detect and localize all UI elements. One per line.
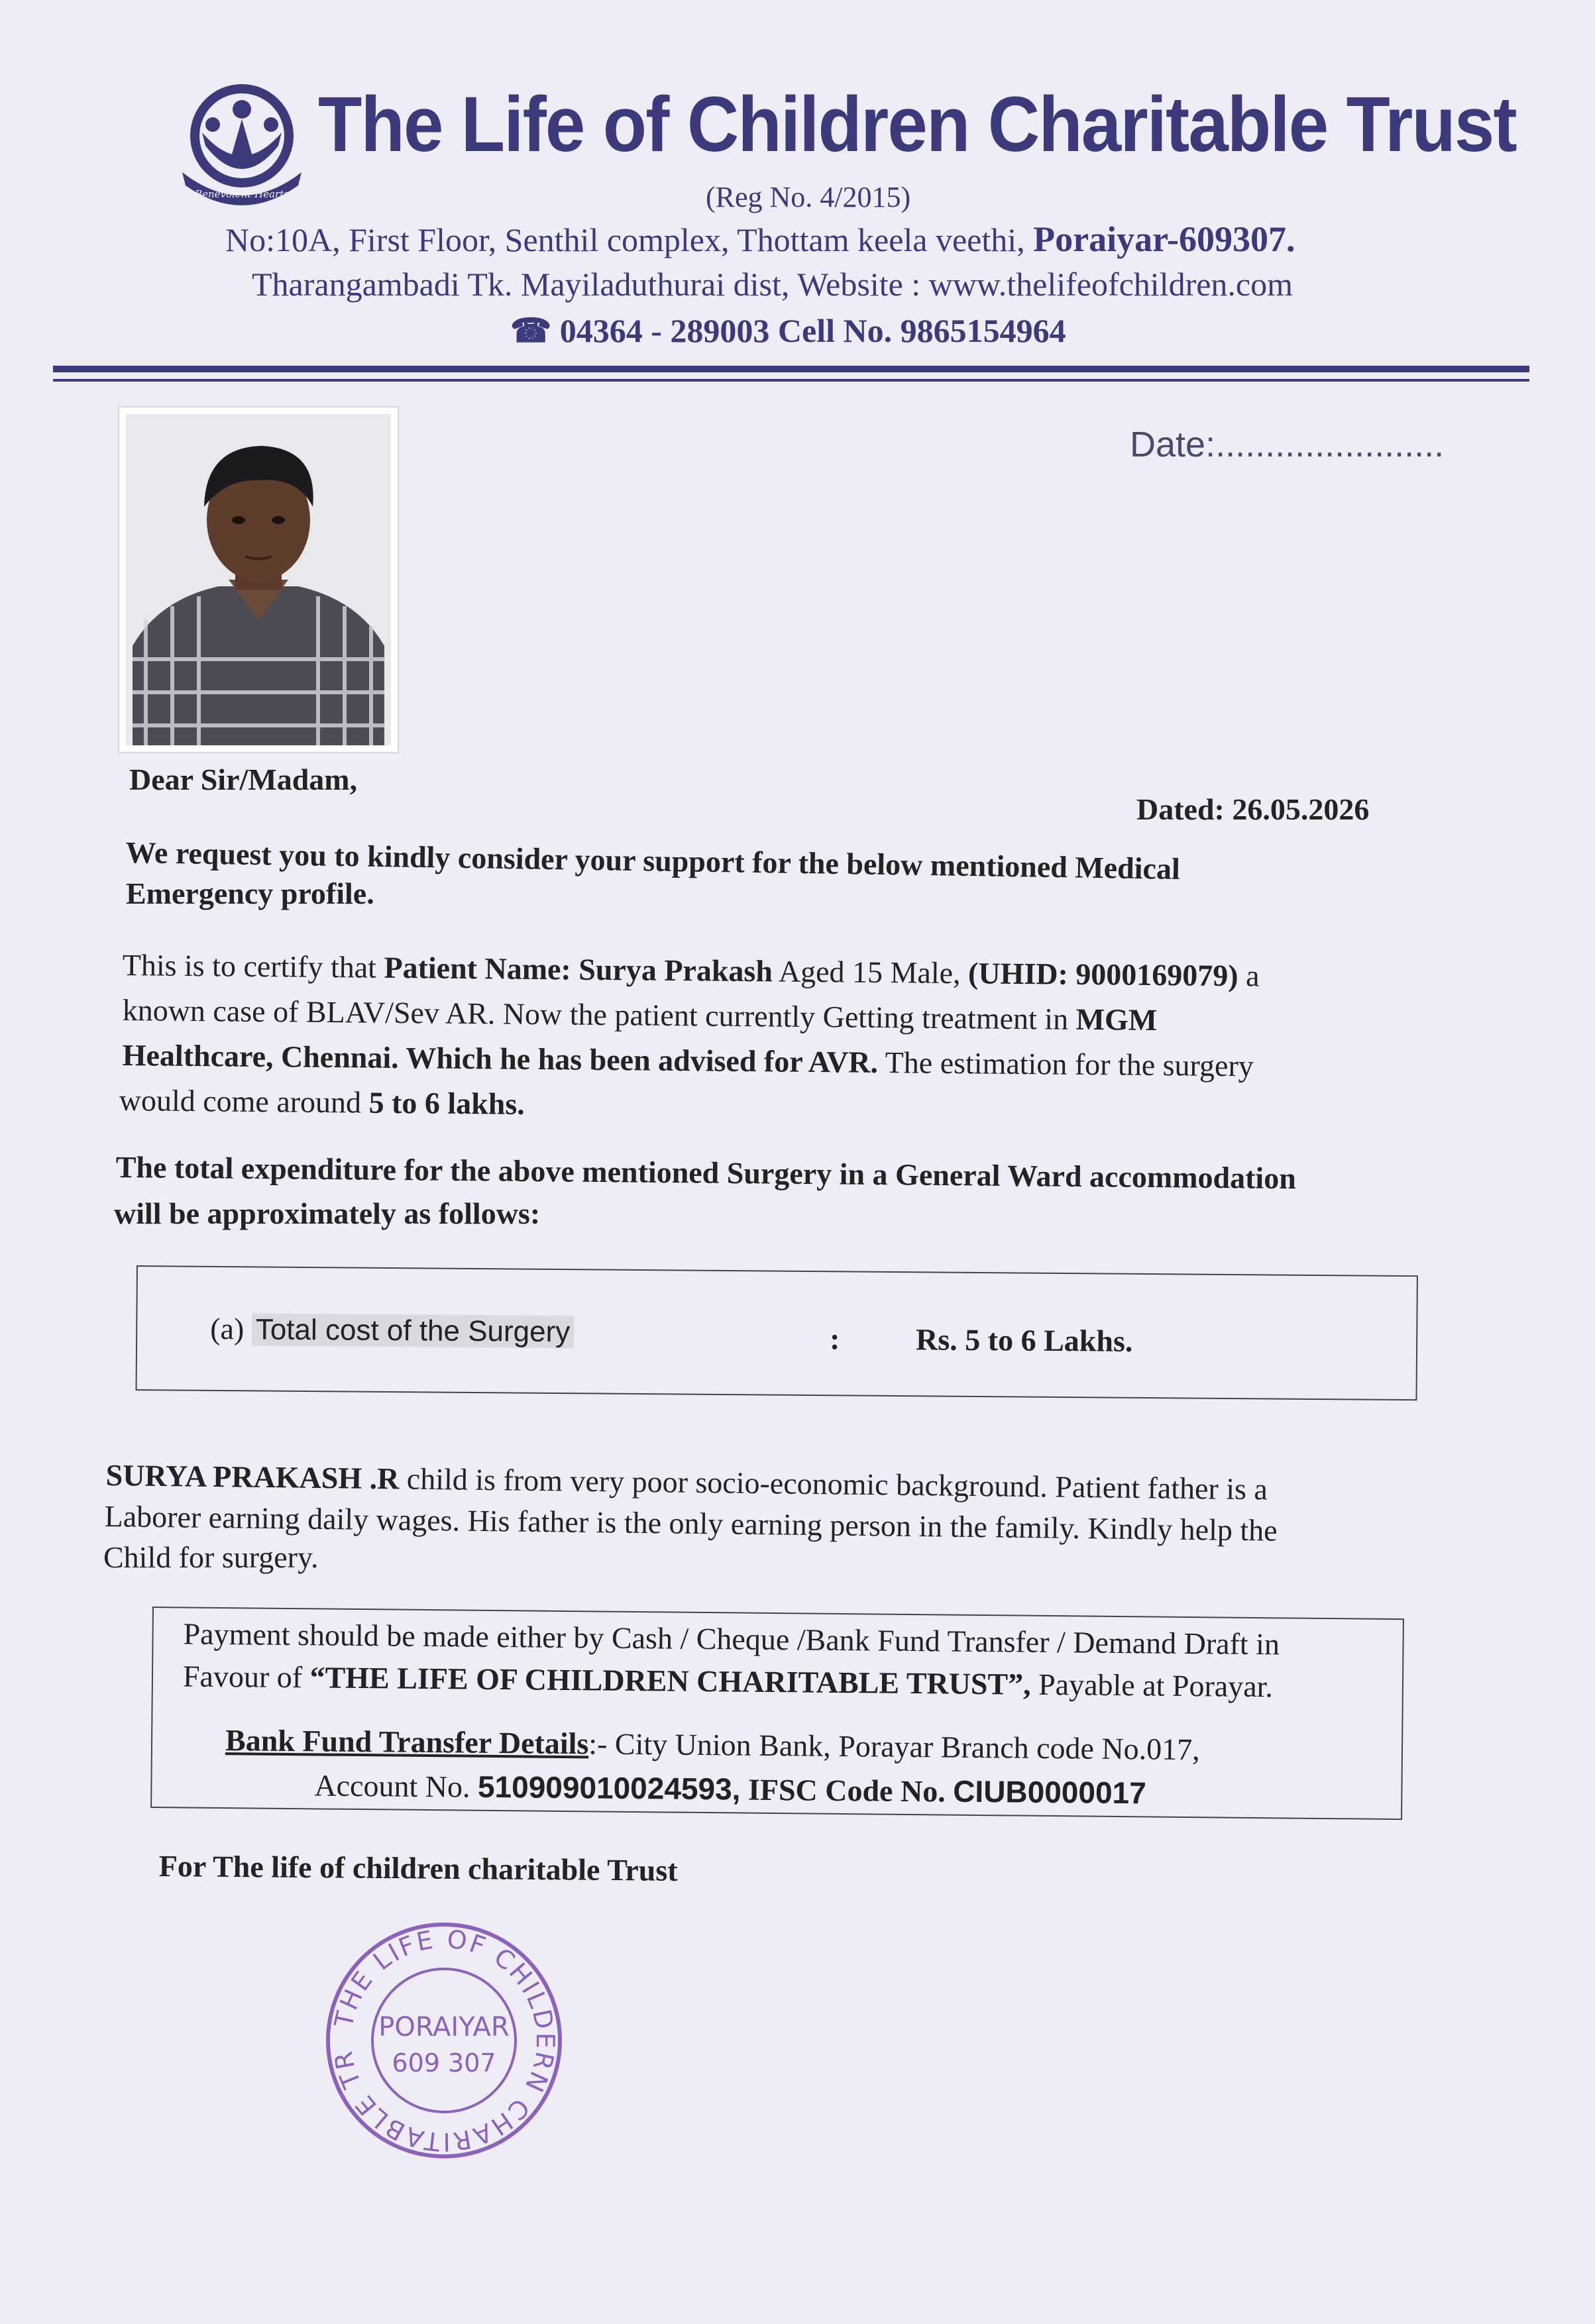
estimation-text: The estimation for the surgery [877, 1045, 1254, 1083]
telephone-icon: ☎ [510, 312, 560, 349]
phone-line [510, 311, 1066, 350]
bank-sep: :- [588, 1726, 616, 1761]
trust-logo [162, 79, 321, 212]
patient-photo [119, 407, 398, 752]
reg-number: (Reg No. 4/2015) [706, 181, 911, 213]
cost-colon: : [829, 1322, 840, 1356]
org-name: The Life of Children Charitable Trust [318, 81, 1516, 168]
cost-item-label: Total cost of the Surgery [252, 1313, 575, 1348]
salutation: Dear Sir/Madam, [129, 763, 358, 796]
signoff: For The life of children charitable Trust [158, 1849, 678, 1887]
stamp-center-line-2: 609 307 [392, 2048, 496, 2078]
bank-heading: Bank Fund Transfer Details [225, 1723, 589, 1761]
ifsc-label: IFSC Code No. [740, 1772, 954, 1809]
child-name: SURYA PRAKASH .R [105, 1458, 400, 1496]
payment-line-1: Payment should be made either by Cash / Cheque /Bank Fund Transfer / Demand Draft in [183, 1616, 1280, 1662]
stamp-ring-text: THE LIFE OF CHILDERN CHARITABLE TR [328, 1924, 561, 2157]
certify-line-4 [119, 1083, 525, 1122]
address-line-2: Tharangambadi Tk. Mayiladuthurai dist, Website : www.thelifeofchildren.com [252, 266, 1293, 303]
payment-line-2 [183, 1658, 1273, 1704]
payment-box [150, 1607, 1404, 1820]
letter-date: Dated: 26.05.2026 [1136, 792, 1370, 826]
payable-at: Payable at Porayar. [1030, 1667, 1274, 1704]
cost-value: Rs. 5 to 6 Lakhs. [915, 1322, 1133, 1358]
trust-stamp [321, 1918, 567, 2163]
ifsc-code: CIUB0000017 [952, 1773, 1146, 1811]
address-line-1 [225, 219, 1295, 260]
logo-text: Benevolent Hearts [195, 188, 289, 200]
background-line-2: Laborer earning daily wages. His father is the only earning person in the family. Kindly help the [104, 1499, 1278, 1548]
background-text-1: child is from very poor socio-economic background. Patient father is a [399, 1461, 1268, 1506]
cost-item [210, 1311, 574, 1349]
bank-name: City Union Bank, Porayar Branch code No.017, [614, 1726, 1200, 1767]
header-rule-thick [53, 366, 1529, 372]
hospital-name-b: Healthcare, Chennai. Which he has been advised for AVR. [122, 1038, 879, 1079]
background-line-3: Child for surgery. [103, 1540, 319, 1574]
phone-numbers: 04364 - 289003 Cell No. 9865154964 [559, 312, 1066, 349]
patient-uhid: (UHID: 9000169079) [967, 956, 1238, 993]
background-line-1 [105, 1457, 1268, 1506]
estimation-amount: 5 to 6 lakhs. [368, 1085, 525, 1121]
hospital-name-a: MGM [1075, 1002, 1158, 1037]
address-line-1-text: No:10A, First Floor, Senthil complex, Thottam keela veethi, [225, 221, 1034, 258]
certify-line-3 [122, 1037, 1254, 1083]
header-rule-thin [53, 379, 1529, 382]
estimation-lead: would come around [119, 1083, 369, 1120]
patient-name: Patient Name: Surya Prakash [384, 950, 773, 988]
address-city: Poraiyar-609307. [1033, 219, 1295, 259]
request-line-1: We request you to kindly consider your support for the below mentioned Medical [125, 835, 1181, 886]
expenditure-line-1: The total expenditure for the above mentioned Surgery in a General Ward accommodation [115, 1150, 1297, 1196]
cost-item-prefix: (a) [210, 1311, 245, 1346]
stamp-center-line-1: PORAIYAR [378, 2012, 510, 2042]
date-field: Date:....................... [1130, 425, 1445, 464]
account-label: Account No. [314, 1768, 478, 1804]
patient-age: Aged 15 Male, [772, 954, 969, 990]
account-line [314, 1767, 1146, 1811]
account-number: 510909010024593, [477, 1769, 741, 1807]
certify-line-1 [122, 947, 1259, 993]
payee-name: “THE LIFE OF CHILDREN CHARITABLE TRUST”, [309, 1660, 1031, 1701]
certify-text: This is to certify that [122, 948, 384, 984]
cost-table [136, 1265, 1418, 1400]
diagnosis-text: known case of BLAV/Sev AR. Now the patient currently Getting treatment in [122, 993, 1076, 1036]
bank-details-line [225, 1722, 1200, 1767]
certify-line-2 [122, 992, 1157, 1037]
request-line-2: Emergency profile. [126, 876, 374, 910]
favour-label: Favour of [182, 1659, 310, 1695]
certify-tail: a [1238, 959, 1260, 993]
expenditure-line-2: will be approximately as follows: [114, 1196, 541, 1230]
